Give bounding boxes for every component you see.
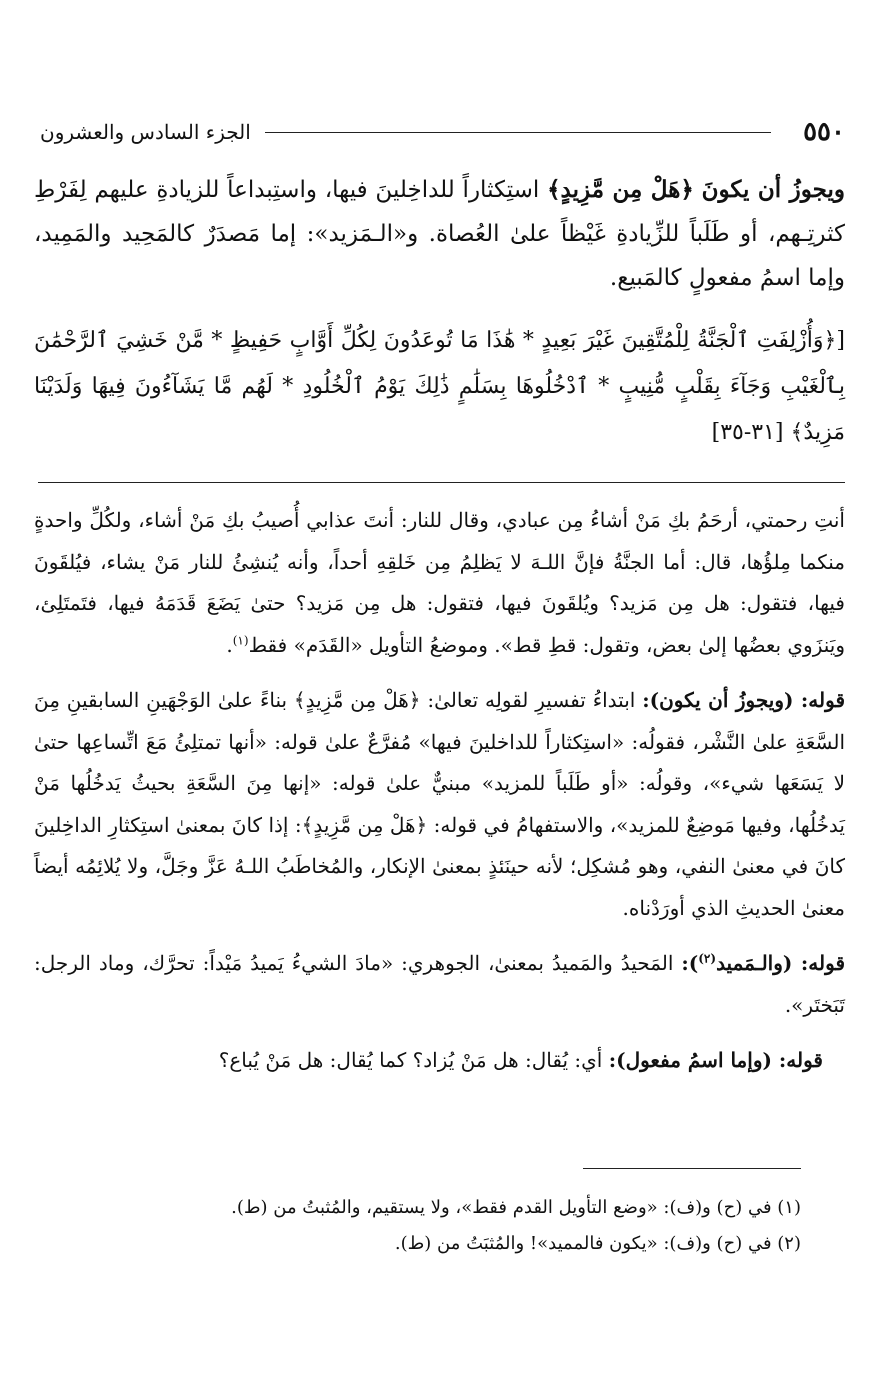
commentary-text-end: . — [226, 632, 233, 657]
footnotes — [120, 1190, 801, 1262]
commentary-text: أنتِ رحمتي، أرحَمُ بكِ مَنْ أشاءُ مِن عبادي، وقال للنار: أنتَ عذابي أُصيبُ بكِ مَنْ أشاء، ولكُلِّ واحدةٍ منكما مِلؤُها، قال: أما الجنَّةُ فإنَّ اللـهَ لا يَظلِمُ مِن خَلقِهِ أحداً، وأنه يُنشِئُ للنار مَنْ يشاء، فيُلقَونَ فيها، فتقول: هل مِن مَزيد؟ ويُلقَونَ فيها، فتقول: هل مِن مَزيد؟ حتىٰ يَضَعَ قَدَمَهُ فيها، فتَمتَلِئ، ويَنزَوي بعضُها إلىٰ بعض، وتقول: قطِ قط». وموضعُ التأويل «القَدَم» فقط — [34, 508, 845, 657]
commentary-lead-end: ): — [681, 951, 699, 975]
footnote: (١) في (ح) و(ف): «وضع التأويل القدم فقط»، ولا يستقيم، والمُثبتُ من (ط). — [231, 1197, 801, 1218]
main-divider — [38, 482, 845, 483]
header-rule — [265, 132, 771, 133]
commentary-lead — [681, 951, 845, 975]
main-paragraph — [34, 168, 845, 300]
commentary-lead-text: قوله: (والـمَميد — [716, 951, 845, 975]
footnote-ref: (١) — [232, 632, 249, 647]
running-header — [40, 112, 845, 152]
commentary-lead: قوله: (وإما اسمُ مفعول): — [608, 1048, 823, 1072]
commentary-paragraph — [34, 680, 845, 929]
commentary — [34, 500, 845, 1096]
header-title: الجزء السادس والعشرون — [40, 120, 251, 144]
commentary-paragraph — [34, 943, 845, 1026]
commentary-lead: قوله: (ويجوزُ أن يكون): — [642, 688, 846, 712]
main-lead: ويجوزُ أن يكونَ — [701, 176, 845, 203]
commentary-paragraph — [34, 500, 845, 666]
main-paragraph-text: استِكثاراً للداخِلينَ فيها، واستِبداعاً للزيادةِ عليهم لِفَرْطِ كثرتِـهم، أو طَلَباً للزِّيادةِ غَيْظاً علىٰ العُصاة. و«الـمَزيد»: إما مَصدَرٌ كالمَحِيد والمَمِيد، وإما اسمُ مفعولٍ كالمَبيع. — [34, 177, 845, 291]
quran-reference: [٣١-٣٥] — [711, 420, 784, 445]
commentary-paragraph — [34, 1040, 845, 1082]
commentary-text: ابتداءُ تفسيرِ لقولِه تعالىٰ: ﴿هَلْ مِن مَّزِيدٍ﴾ بناءً علىٰ الوَجْهَينِ السابقينِ مِنَ السَّعَةِ علىٰ النَّشْر، فقولُه: «استِكثاراً للداخلينَ فيها» مُفرَّعٌ علىٰ قوله: «أنها تمتلِئُ مَعَ اتِّساعِها حتىٰ لا يَسَعَها شيء»، وقولُه: «أو طَلَباً للمزيد» مبنيٌّ علىٰ قوله: «إنها مِنَ السَّعَةِ بحيثُ يَدخُلُها مَنْ يَدخُلُها، وفيها مَوضِعٌ للمزيد»، والاستفهامُ في قوله: ﴿هَلْ مِن مَّزِيدٍ﴾: إذا كانَ بمعنىٰ استِكثارِ الداخِلينَ كانَ في معنىٰ النفي، وهو مُشكِل؛ لأنه حينَئذٍ بمعنىٰ الإنكار، والمُخاطَبُ اللـهُ عَزَّ وجَلَّ، ولا يُلائِمُه أيضاً معنىٰ الحديثِ الذي أورَدْناه. — [34, 688, 845, 920]
footnote-ref: (٢) — [698, 951, 717, 966]
footnote: (٢) في (ح) و(ف): «يكون فالمميد»! والمُثبَتُ من (ط). — [394, 1233, 801, 1254]
quran-verse: [﴿وَأُزْلِفَتِ ٱلْجَنَّةُ لِلْمُتَّقِينَ غَيْرَ بَعِيدٍ * هَٰذَا مَا تُوعَدُونَ لِكُلِّ أَوَّابٍ حَفِيظٍ * مَّنْ خَشِيَ ٱلرَّحْمَٰنَ بِٱلْغَيْبِ وَجَآءَ بِقَلْبٍ مُّنِيبٍ * ٱدْخُلُوهَا بِسَلَٰمٍ ذَٰلِكَ يَوْمُ ٱلْخُلُودِ * لَهُم مَّا يَشَآءُونَ فِيهَا وَلَدَيْنَا مَزِيدٌ﴾ — [34, 328, 845, 445]
quran-quote: ﴿هَلْ مِن مَّزِيدٍ﴾ — [547, 176, 694, 203]
footnote-divider — [583, 1168, 801, 1169]
page-number: ٥٥٠ — [803, 117, 845, 147]
main-text — [34, 168, 845, 456]
commentary-text: المَحيدُ والمَميدُ بمعنىٰ، الجوهري: «مادَ الشيءُ يَميدُ مَيْداً: تحرَّك، وماد الرجل: تَبَختَر». — [34, 951, 845, 1017]
commentary-text: أي: يُقال: هل مَنْ يُزاد؟ كما يُقال: هل مَنْ يُباع؟ — [218, 1048, 603, 1072]
quran-verse-block — [34, 318, 845, 456]
